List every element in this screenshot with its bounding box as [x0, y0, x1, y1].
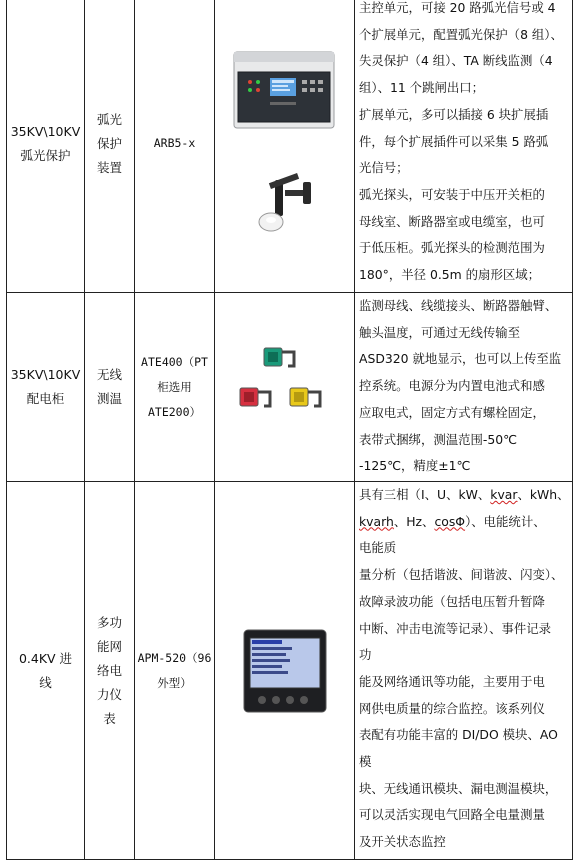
- table-row: [7, 293, 573, 482]
- arc-protection-unit-image: [230, 46, 340, 132]
- image-cell: [215, 0, 355, 293]
- description-cell: 监测母线、线缆接头、断路器触臂、 触头温度，可通过无线传输至 ASD320 就地显示，也可以上传至监 控系统。电源分为内置电池式和感 应取电式，固定方式有螺栓固定， 表带式捆绑，测温范围-50℃ -125℃，精度±1℃: [355, 293, 573, 482]
- wireless-temp-sensors-image: [230, 342, 340, 432]
- location-cell: 0.4KV 进 线: [7, 482, 85, 860]
- model-cell: ATE400（PT 柜选用 ATE200）: [135, 293, 215, 482]
- description-cell: 主控单元，可接 20 路弧光信号或 4 个扩展单元，配置弧光保护（8 组）、 失灵保护（4 组）、TA 断线监测（4 组）、11 个跳闸出口； 扩展单元，多可以插接 6 块扩展插 件，每个扩展插件可以采集 5 路弧 光信号； 弧光探头，可安装于中压开关柜的 母线室、断路器室或电缆室，也可 于低压柜。弧光探头的检测范围为 180°，半径 0.5m 的扇形区域；: [355, 0, 573, 293]
- location-cell: 35KV\10KV 弧光保护: [7, 0, 85, 293]
- model-cell: APM-520（96 外型）: [135, 482, 215, 860]
- device-cell: 无线 测温: [85, 293, 135, 482]
- location-cell: 35KV\10KV 配电柜: [7, 293, 85, 482]
- image-cell: [215, 293, 355, 482]
- device-cell: 多功 能网 络电 力仪 表: [85, 482, 135, 860]
- model-cell: ARB5-x: [135, 0, 215, 293]
- product-spec-table: [6, 0, 573, 860]
- image-cell: [215, 482, 355, 860]
- table-row: [7, 482, 573, 860]
- description-line: kvarh、Hz、cosΦ）、电能统计、: [359, 513, 546, 529]
- table-row: [7, 0, 573, 293]
- description-line: 具有三相（I、U、kW、kvar、kWh、: [359, 487, 570, 502]
- power-meter-image: [240, 626, 330, 716]
- arc-probe-image: [245, 172, 325, 242]
- description-cell: 具有三相（I、U、kW、kvar、kWh、 kvarh、Hz、cosΦ）、电能统计、 电能质 量分析（包括谐波、间谐波、闪变）、 故障录波功能（包括电压暂升暂降 中断、冲击电流等记录）、事件记录 功 能及网络通讯等功能，主要用于电 网供电质量的综合监控。该系列仪 表配有功能丰富的 DI/DO 模块、AO 模 块、无线通讯模块、漏电测温模块， 可以灵活实现电气回路全电量测量 及开关状态监控: [355, 482, 573, 860]
- device-cell: 弧光 保护 装置: [85, 0, 135, 293]
